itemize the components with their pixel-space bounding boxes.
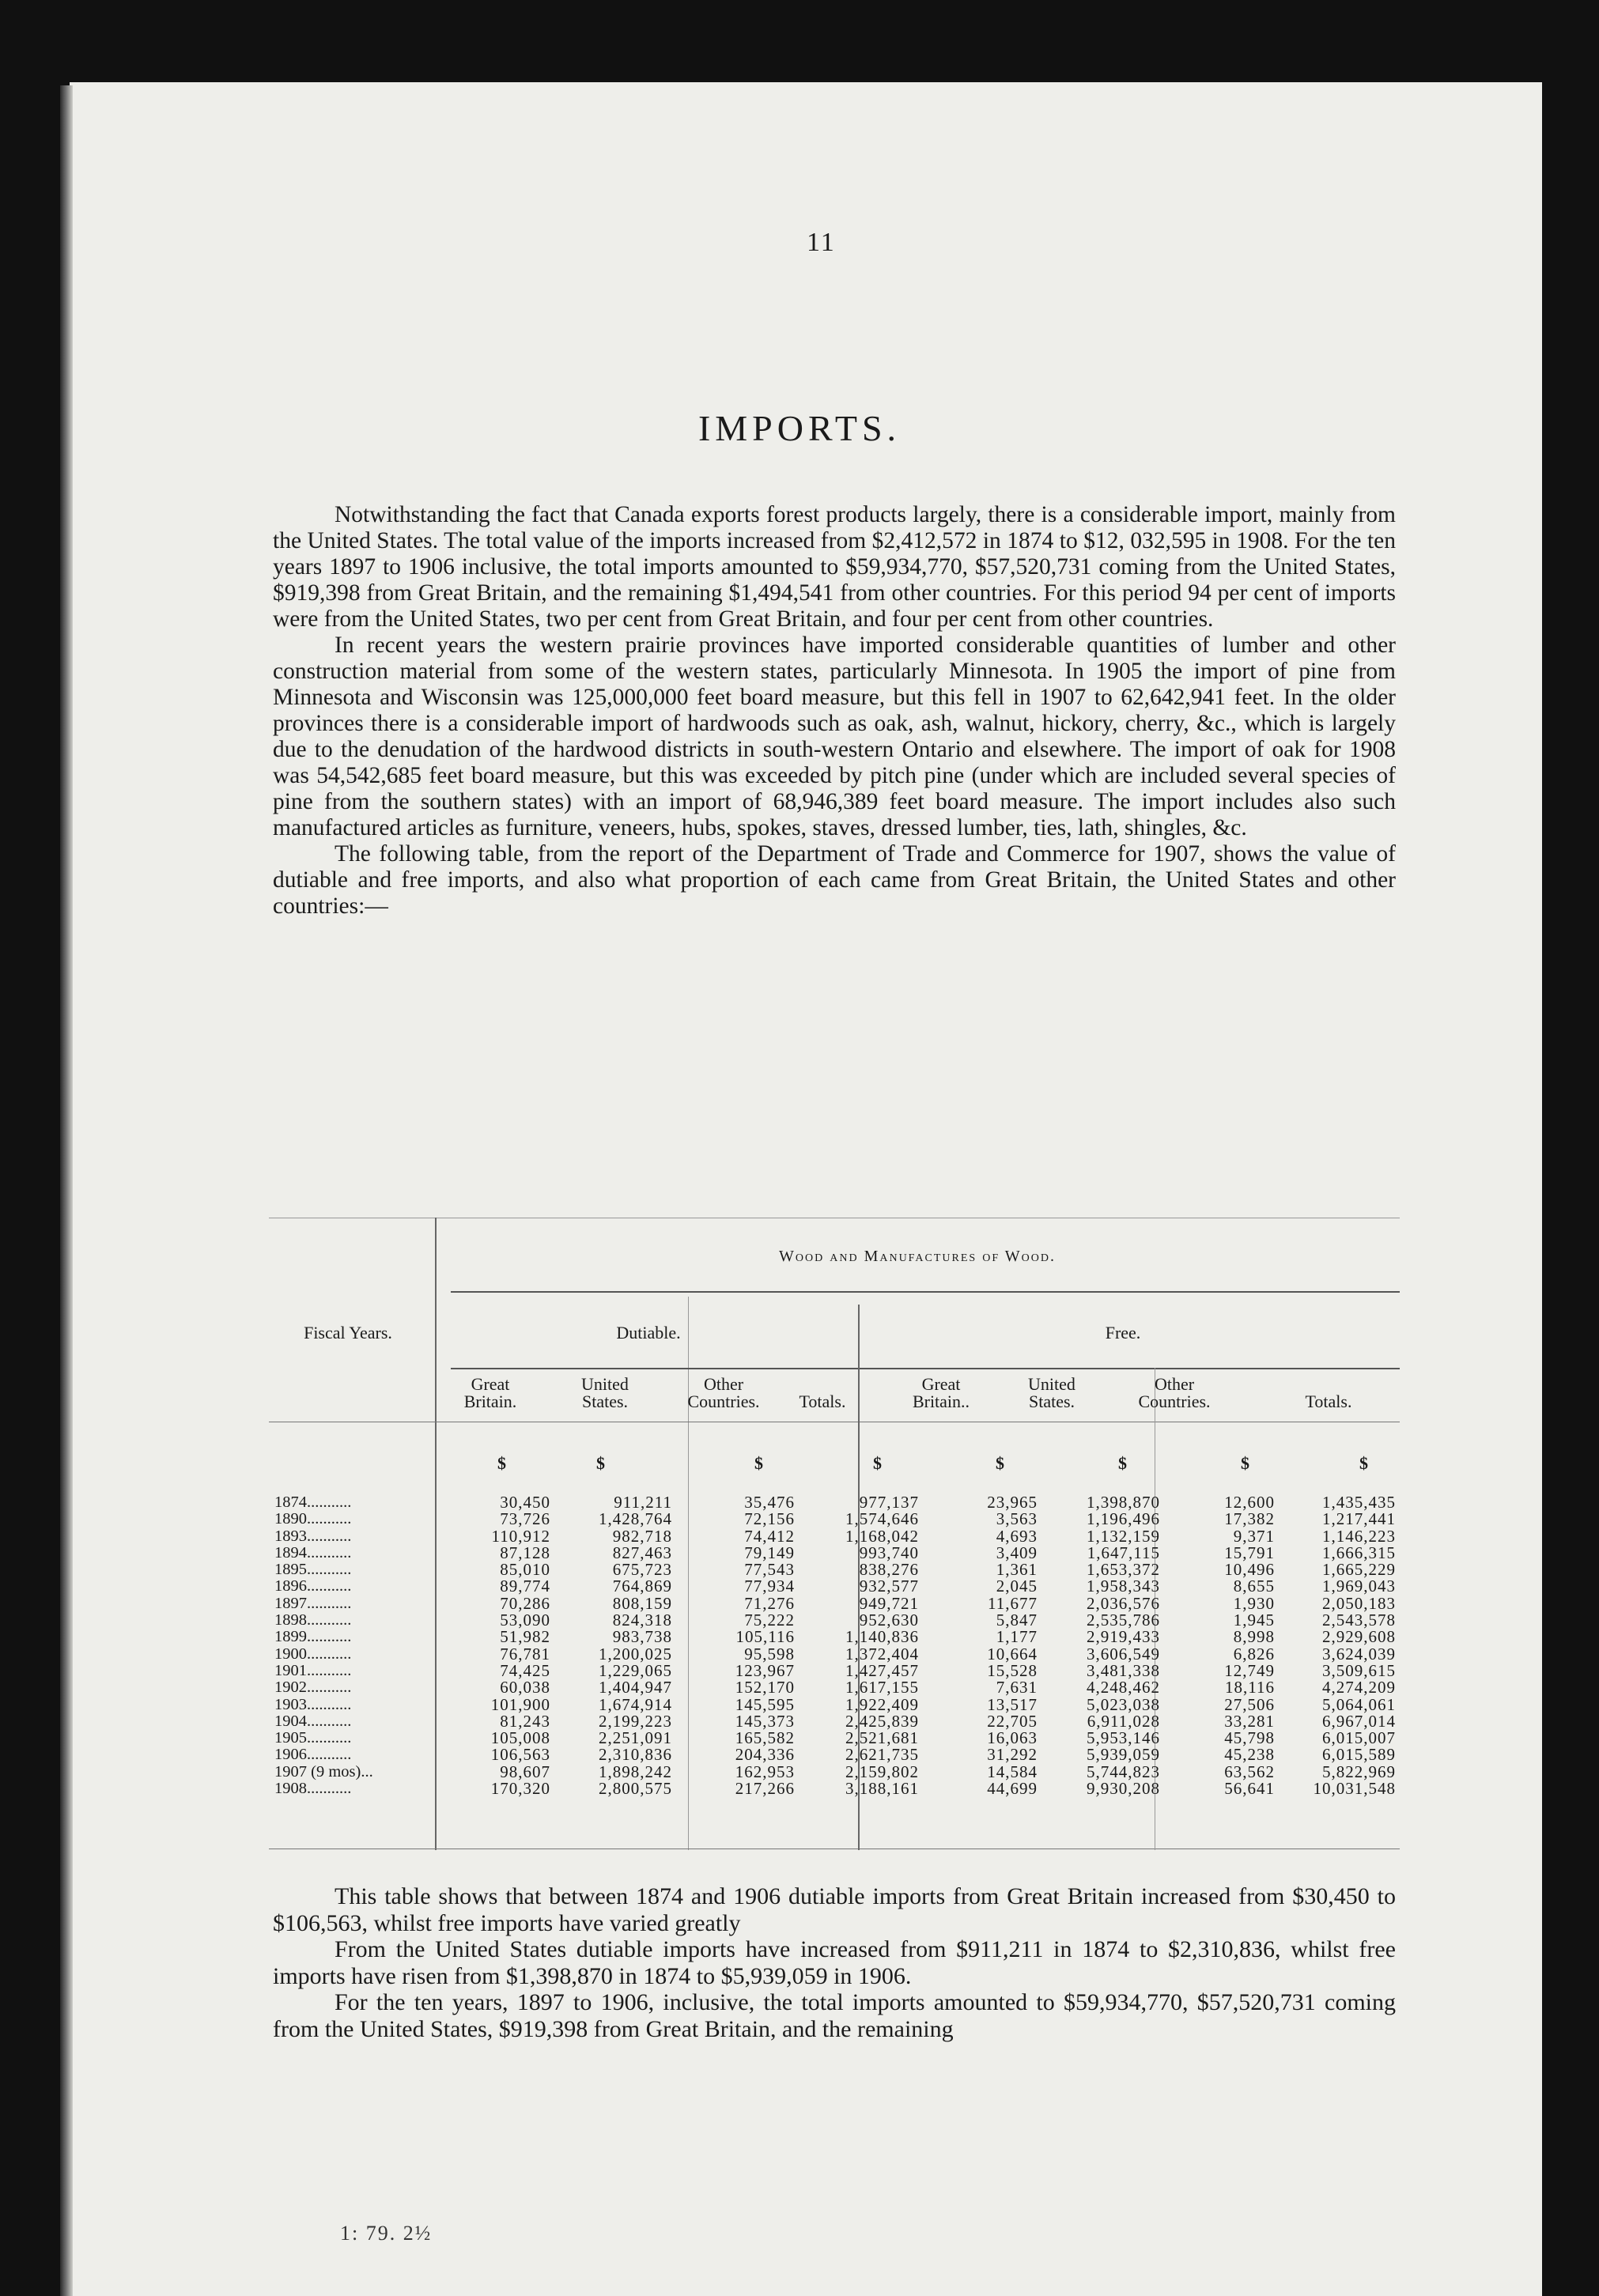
paragraph: Notwithstanding the fact that Canada exports forest products largely, there is a considerable import, mainly from the United States. The total value of the imports increased from $2,412,572 in 1874 to $12, 032,595 in 1908. For the ten years 1897 to 1906 inclusive, the total imports amounted to $59,934,770, $57,520,731 coming from the United States, $919,398 from Great Britain, and the remaining $1,494,541 from other countries. For this period 94 per cent of imports were from the United States, two per cent from Great Britain, and four per cent from other countries. bbox=[273, 502, 1396, 632]
table-cell: 13,517 bbox=[987, 1694, 1038, 1714]
currency-symbol: $ bbox=[497, 1453, 506, 1473]
table-cell: 45,798 bbox=[1224, 1728, 1275, 1748]
table-cell: 74,412 bbox=[744, 1526, 795, 1546]
table-cell: 982,718 bbox=[612, 1526, 672, 1546]
table-cell: 1,574,646 bbox=[845, 1509, 919, 1529]
fiscal-year-cell: 1898........... bbox=[274, 1611, 352, 1629]
table-cell: 17,382 bbox=[1224, 1509, 1275, 1529]
dutiable-united-states-column bbox=[546, 1494, 672, 1797]
table-cell: 932,577 bbox=[859, 1577, 919, 1596]
table-cell: 993,740 bbox=[859, 1543, 919, 1562]
table-cell: 75,222 bbox=[744, 1611, 795, 1630]
table-cell: 72,156 bbox=[744, 1509, 795, 1529]
table-cell: 6,015,589 bbox=[1322, 1745, 1396, 1765]
column-header: Other Countries. bbox=[1138, 1374, 1211, 1411]
currency-symbol: $ bbox=[996, 1453, 1004, 1473]
paragraph: From the United States dutiable imports have increased from $911,211 in 1874 to $2,310,836, whilst free imports have risen from $1,398,870 in 1874 to $5,939,059 in 1906. bbox=[273, 1936, 1396, 1989]
table-cell: 5,744,823 bbox=[1087, 1762, 1160, 1781]
table-cell: 2,251,091 bbox=[599, 1728, 672, 1748]
table-cell: 71,276 bbox=[744, 1593, 795, 1613]
table-cell: 1,132,159 bbox=[1087, 1526, 1160, 1546]
table-cell: 1,140,836 bbox=[845, 1627, 919, 1647]
table-cell: 1,217,441 bbox=[1322, 1509, 1396, 1529]
table-cell: 73,726 bbox=[500, 1509, 550, 1529]
page-title: IMPORTS. bbox=[697, 408, 902, 448]
table-cell: 170,320 bbox=[490, 1779, 550, 1799]
table-cell: 1,922,409 bbox=[845, 1694, 919, 1714]
free-totals-column bbox=[1275, 1494, 1396, 1797]
table-cell: 824,318 bbox=[612, 1611, 672, 1630]
dutiable-totals-column bbox=[795, 1494, 919, 1797]
table-cell: 35,476 bbox=[744, 1493, 795, 1512]
table-cell: 77,543 bbox=[744, 1560, 795, 1580]
table-cell: 838,276 bbox=[859, 1560, 919, 1580]
table-cell: 44,699 bbox=[987, 1779, 1038, 1799]
table-cell: 1,666,315 bbox=[1322, 1543, 1396, 1562]
table-cell: 3,563 bbox=[996, 1509, 1038, 1529]
table-cell: 4,274,209 bbox=[1322, 1678, 1396, 1697]
table-cell: 98,607 bbox=[500, 1762, 550, 1781]
table-cell: 983,738 bbox=[612, 1627, 672, 1647]
table-cell: 101,900 bbox=[490, 1694, 550, 1714]
fiscal-year-cell: 1896........... bbox=[274, 1577, 352, 1595]
table-cell: 1,617,155 bbox=[845, 1678, 919, 1697]
table-cell: 217,266 bbox=[735, 1779, 795, 1799]
table-cell: 1,146,223 bbox=[1322, 1526, 1396, 1546]
fiscal-year-cell: 1908........... bbox=[274, 1780, 352, 1798]
table-cell: 911,211 bbox=[614, 1493, 672, 1512]
table-cell: 45,238 bbox=[1224, 1745, 1275, 1765]
paragraph: The following table, from the report of the Department of Trade and Commerce for 1907, shows the value of dutiable and free imports, and also what proportion of each came from Great Britain, the United States and other countries:— bbox=[273, 841, 1396, 919]
currency-symbol: $ bbox=[754, 1453, 763, 1473]
table-cell: 1,945 bbox=[1233, 1611, 1275, 1630]
table-cell: 977,137 bbox=[859, 1493, 919, 1512]
table-cell: 5,939,059 bbox=[1087, 1745, 1160, 1765]
table-cell: 1,196,496 bbox=[1087, 1509, 1160, 1529]
table-cell: 105,116 bbox=[735, 1627, 795, 1647]
table-cell: 1,200,025 bbox=[599, 1644, 672, 1663]
table-cell: 15,528 bbox=[987, 1660, 1038, 1680]
fiscal-year-cell: 1895........... bbox=[274, 1561, 352, 1579]
table-cell: 6,967,014 bbox=[1322, 1711, 1396, 1731]
fiscal-year-cell: 1906........... bbox=[274, 1746, 352, 1764]
table-cell: 2,045 bbox=[996, 1577, 1038, 1596]
table-cell: 6,015,007 bbox=[1322, 1728, 1396, 1748]
table-cell: 165,582 bbox=[735, 1728, 795, 1748]
table-cell: 162,953 bbox=[735, 1762, 795, 1781]
table-cell: 16,063 bbox=[987, 1728, 1038, 1748]
table-cell: 8,998 bbox=[1233, 1627, 1275, 1647]
fiscal-year-cell: 1902........... bbox=[274, 1679, 352, 1697]
free-other-countries-column bbox=[1162, 1494, 1275, 1797]
table-cell: 6,826 bbox=[1233, 1644, 1275, 1663]
table-cell: 60,038 bbox=[500, 1678, 550, 1697]
table-cell: 1,958,343 bbox=[1087, 1577, 1160, 1596]
currency-symbol: $ bbox=[1359, 1453, 1368, 1473]
dutiable-header: Dutiable. bbox=[616, 1323, 681, 1342]
table-cell: 18,116 bbox=[1225, 1678, 1275, 1697]
column-header: Great Britain. bbox=[463, 1374, 517, 1411]
table-cell: 30,450 bbox=[500, 1493, 550, 1512]
table-cell: 808,159 bbox=[612, 1593, 672, 1613]
table-cell: 105,008 bbox=[490, 1728, 550, 1748]
table-cell: 1,435,435 bbox=[1322, 1493, 1396, 1512]
fiscal-year-cell: 1897........... bbox=[274, 1594, 352, 1612]
paragraph: For the ten years, 1897 to 1906, inclusive, the total imports amounted to $59,934,770, $57,520,731 coming from the United States, $919,398 from Great Britain, and the remaining bbox=[273, 1989, 1396, 2042]
fiscal-year-cell: 1899........... bbox=[274, 1628, 352, 1646]
table-cell: 33,281 bbox=[1224, 1711, 1275, 1731]
table-cell: 31,292 bbox=[987, 1745, 1038, 1765]
fiscal-year-cell: 1893........... bbox=[274, 1527, 352, 1545]
table-caption: Wood and Manufactures of Wood. bbox=[779, 1248, 1056, 1265]
table-cell: 10,496 bbox=[1224, 1560, 1275, 1580]
table-cell: 22,705 bbox=[987, 1711, 1038, 1731]
table-cell: 3,624,039 bbox=[1322, 1644, 1396, 1663]
table-cell: 63,562 bbox=[1224, 1762, 1275, 1781]
table-cell: 2,521,681 bbox=[845, 1728, 919, 1748]
table-cell: 1,653,372 bbox=[1087, 1560, 1160, 1580]
table-cell: 56,641 bbox=[1224, 1779, 1275, 1799]
table-cell: 14,584 bbox=[987, 1762, 1038, 1781]
column-header: Other Countries. bbox=[687, 1374, 760, 1411]
currency-symbol: $ bbox=[873, 1453, 882, 1473]
table-cell: 2,535,786 bbox=[1087, 1611, 1160, 1630]
fiscal-years-column bbox=[274, 1494, 373, 1797]
table-cell: 152,170 bbox=[735, 1678, 795, 1697]
paragraph: In recent years the western prairie provinces have imported considerable quantities of lumber and other construction material from some of the western states, particularly Minnesota. In 1905 the import of pine from Minnesota and Wisconsin was 125,000,000 feet board measure, but this fell in 1907 to 62,642,941 feet. In the older provinces there is a considerable import of hardwoods such as oak, ash, walnut, hickory, cherry, &c., which is largely due to the denudation of the hardwood districts in south-western Ontario and elsewhere. The import of oak for 1908 was 54,542,685 feet board measure, but this was exceeded by pitch pine (under which are included several species of pine from the southern states) with an import of 68,946,389 feet board measure. The import includes also such manufactured articles as furniture, veneers, hubs, spokes, staves, dressed lumber, ties, lath, shingles, &c. bbox=[273, 633, 1396, 840]
fiscal-year-cell: 1907 (9 mos)... bbox=[274, 1762, 373, 1781]
table-cell: 106,563 bbox=[490, 1745, 550, 1765]
table-cell: 23,965 bbox=[987, 1493, 1038, 1512]
table-cell: 89,774 bbox=[500, 1577, 550, 1596]
table-cell: 2,621,735 bbox=[845, 1745, 919, 1765]
fiscal-year-cell: 1905........... bbox=[274, 1729, 352, 1747]
free-header: Free. bbox=[1105, 1323, 1141, 1342]
table-cell: 2,800,575 bbox=[599, 1779, 672, 1799]
table-cell: 5,023,038 bbox=[1087, 1694, 1160, 1714]
table-cell: 1,168,042 bbox=[845, 1526, 919, 1546]
table-cell: 8,655 bbox=[1233, 1577, 1275, 1596]
table-cell: 27,506 bbox=[1224, 1694, 1275, 1714]
table-cell: 5,822,969 bbox=[1322, 1762, 1396, 1781]
table-cell: 12,600 bbox=[1224, 1493, 1275, 1512]
free-great-britain-column bbox=[919, 1494, 1038, 1797]
table-cell: 5,953,146 bbox=[1087, 1728, 1160, 1748]
table-cell: 1,647,115 bbox=[1087, 1543, 1160, 1562]
table-cell: 87,128 bbox=[500, 1543, 550, 1562]
table-cell: 3,606,549 bbox=[1087, 1644, 1160, 1663]
table-cell: 5,847 bbox=[996, 1611, 1038, 1630]
table-cell: 1,930 bbox=[1233, 1593, 1275, 1613]
column-header: United States. bbox=[1028, 1374, 1075, 1411]
table-cell: 70,286 bbox=[500, 1593, 550, 1613]
table-cell: 15,791 bbox=[1224, 1543, 1275, 1562]
column-header: Totals. bbox=[1305, 1392, 1352, 1411]
page-number: 11 bbox=[807, 228, 836, 257]
printer-mark: 1: 79. 2½ bbox=[340, 2222, 433, 2245]
table-cell: 77,934 bbox=[744, 1577, 795, 1596]
table-cell: 3,409 bbox=[996, 1543, 1038, 1562]
table-cell: 74,425 bbox=[500, 1660, 550, 1680]
intro-text bbox=[273, 502, 1396, 920]
table-cell: 1,674,914 bbox=[599, 1694, 672, 1714]
table-cell: 110,912 bbox=[491, 1526, 550, 1546]
fiscal-year-cell: 1903........... bbox=[274, 1695, 352, 1713]
table-cell: 1,177 bbox=[996, 1627, 1038, 1647]
currency-symbol: $ bbox=[1118, 1453, 1127, 1473]
table-cell: 123,967 bbox=[735, 1660, 795, 1680]
column-header: Great Britain.. bbox=[912, 1374, 970, 1411]
table-cell: 53,090 bbox=[500, 1611, 550, 1630]
table-cell: 3,481,338 bbox=[1087, 1660, 1160, 1680]
dutiable-great-britain-column bbox=[411, 1494, 550, 1797]
dutiable-other-countries-column bbox=[672, 1494, 795, 1797]
table-cell: 10,664 bbox=[987, 1644, 1038, 1663]
table-cell: 51,982 bbox=[500, 1627, 550, 1647]
fiscal-year-cell: 1900........... bbox=[274, 1645, 352, 1663]
table-cell: 1,665,229 bbox=[1322, 1560, 1396, 1580]
fiscal-year-cell: 1890........... bbox=[274, 1510, 352, 1528]
table-cell: 11,677 bbox=[988, 1593, 1038, 1613]
table-cell: 6,911,028 bbox=[1087, 1711, 1160, 1731]
table-cell: 9,930,208 bbox=[1087, 1779, 1160, 1799]
summary-text bbox=[273, 1883, 1396, 2042]
fiscal-year-cell: 1904........... bbox=[274, 1712, 352, 1730]
table-cell: 145,373 bbox=[735, 1711, 795, 1731]
table-cell: 3,188,161 bbox=[845, 1779, 919, 1799]
table-cell: 1,229,065 bbox=[599, 1660, 672, 1680]
fiscal-years-header: Fiscal Years. bbox=[304, 1323, 392, 1342]
table-cell: 2,425,839 bbox=[845, 1711, 919, 1731]
table-cell: 2,036,576 bbox=[1087, 1593, 1160, 1613]
free-united-states-column bbox=[1038, 1494, 1160, 1797]
table-cell: 9,371 bbox=[1233, 1526, 1275, 1546]
table-cell: 2,310,836 bbox=[599, 1745, 672, 1765]
table-cell: 12,749 bbox=[1224, 1660, 1275, 1680]
table-cell: 2,050,183 bbox=[1322, 1593, 1396, 1613]
table-cell: 2,199,223 bbox=[599, 1711, 672, 1731]
table-cell: 3,509,615 bbox=[1322, 1660, 1396, 1680]
table-cell: 204,336 bbox=[735, 1745, 795, 1765]
table-cell: 79,149 bbox=[744, 1543, 795, 1562]
table-cell: 1,398,870 bbox=[1087, 1493, 1160, 1512]
table-cell: 1,427,457 bbox=[845, 1660, 919, 1680]
table-cell: 145,595 bbox=[735, 1694, 795, 1714]
currency-symbol: $ bbox=[1241, 1453, 1249, 1473]
paragraph: This table shows that between 1874 and 1906 dutiable imports from Great Britain increased from $30,450 to $106,563, whilst free imports have varied greatly bbox=[273, 1883, 1396, 1936]
table-cell: 2,919,433 bbox=[1087, 1627, 1160, 1647]
table-cell: 952,630 bbox=[859, 1611, 919, 1630]
table-cell: 2,543,578 bbox=[1322, 1611, 1396, 1630]
fiscal-year-cell: 1894........... bbox=[274, 1543, 352, 1562]
table-cell: 1,361 bbox=[996, 1560, 1038, 1580]
column-header: United States. bbox=[581, 1374, 629, 1411]
table-cell: 764,869 bbox=[612, 1577, 672, 1596]
table-cell: 4,693 bbox=[996, 1526, 1038, 1546]
currency-symbol: $ bbox=[596, 1453, 605, 1473]
table-cell: 1,428,764 bbox=[599, 1509, 672, 1529]
table-cell: 5,064,061 bbox=[1322, 1694, 1396, 1714]
table-cell: 1,969,043 bbox=[1322, 1577, 1396, 1596]
fiscal-year-cell: 1901........... bbox=[274, 1661, 352, 1679]
table-cell: 81,243 bbox=[500, 1711, 550, 1731]
table-cell: 76,781 bbox=[500, 1644, 550, 1663]
fiscal-year-cell: 1874........... bbox=[274, 1494, 352, 1511]
table-cell: 4,248,462 bbox=[1087, 1678, 1160, 1697]
table-cell: 1,898,242 bbox=[599, 1762, 672, 1781]
table-cell: 675,723 bbox=[612, 1560, 672, 1580]
table-cell: 10,031,548 bbox=[1313, 1779, 1396, 1799]
table-cell: 85,010 bbox=[500, 1560, 550, 1580]
table-cell: 2,159,802 bbox=[845, 1762, 919, 1781]
table-cell: 95,598 bbox=[744, 1644, 795, 1663]
table-cell: 7,631 bbox=[996, 1678, 1038, 1697]
table-cell: 949,721 bbox=[859, 1593, 919, 1613]
column-header: Totals. bbox=[799, 1392, 846, 1411]
table-cell: 2,929,608 bbox=[1322, 1627, 1396, 1647]
table-cell: 827,463 bbox=[612, 1543, 672, 1562]
table-cell: 1,372,404 bbox=[845, 1644, 919, 1663]
table-cell: 1,404,947 bbox=[599, 1678, 672, 1697]
